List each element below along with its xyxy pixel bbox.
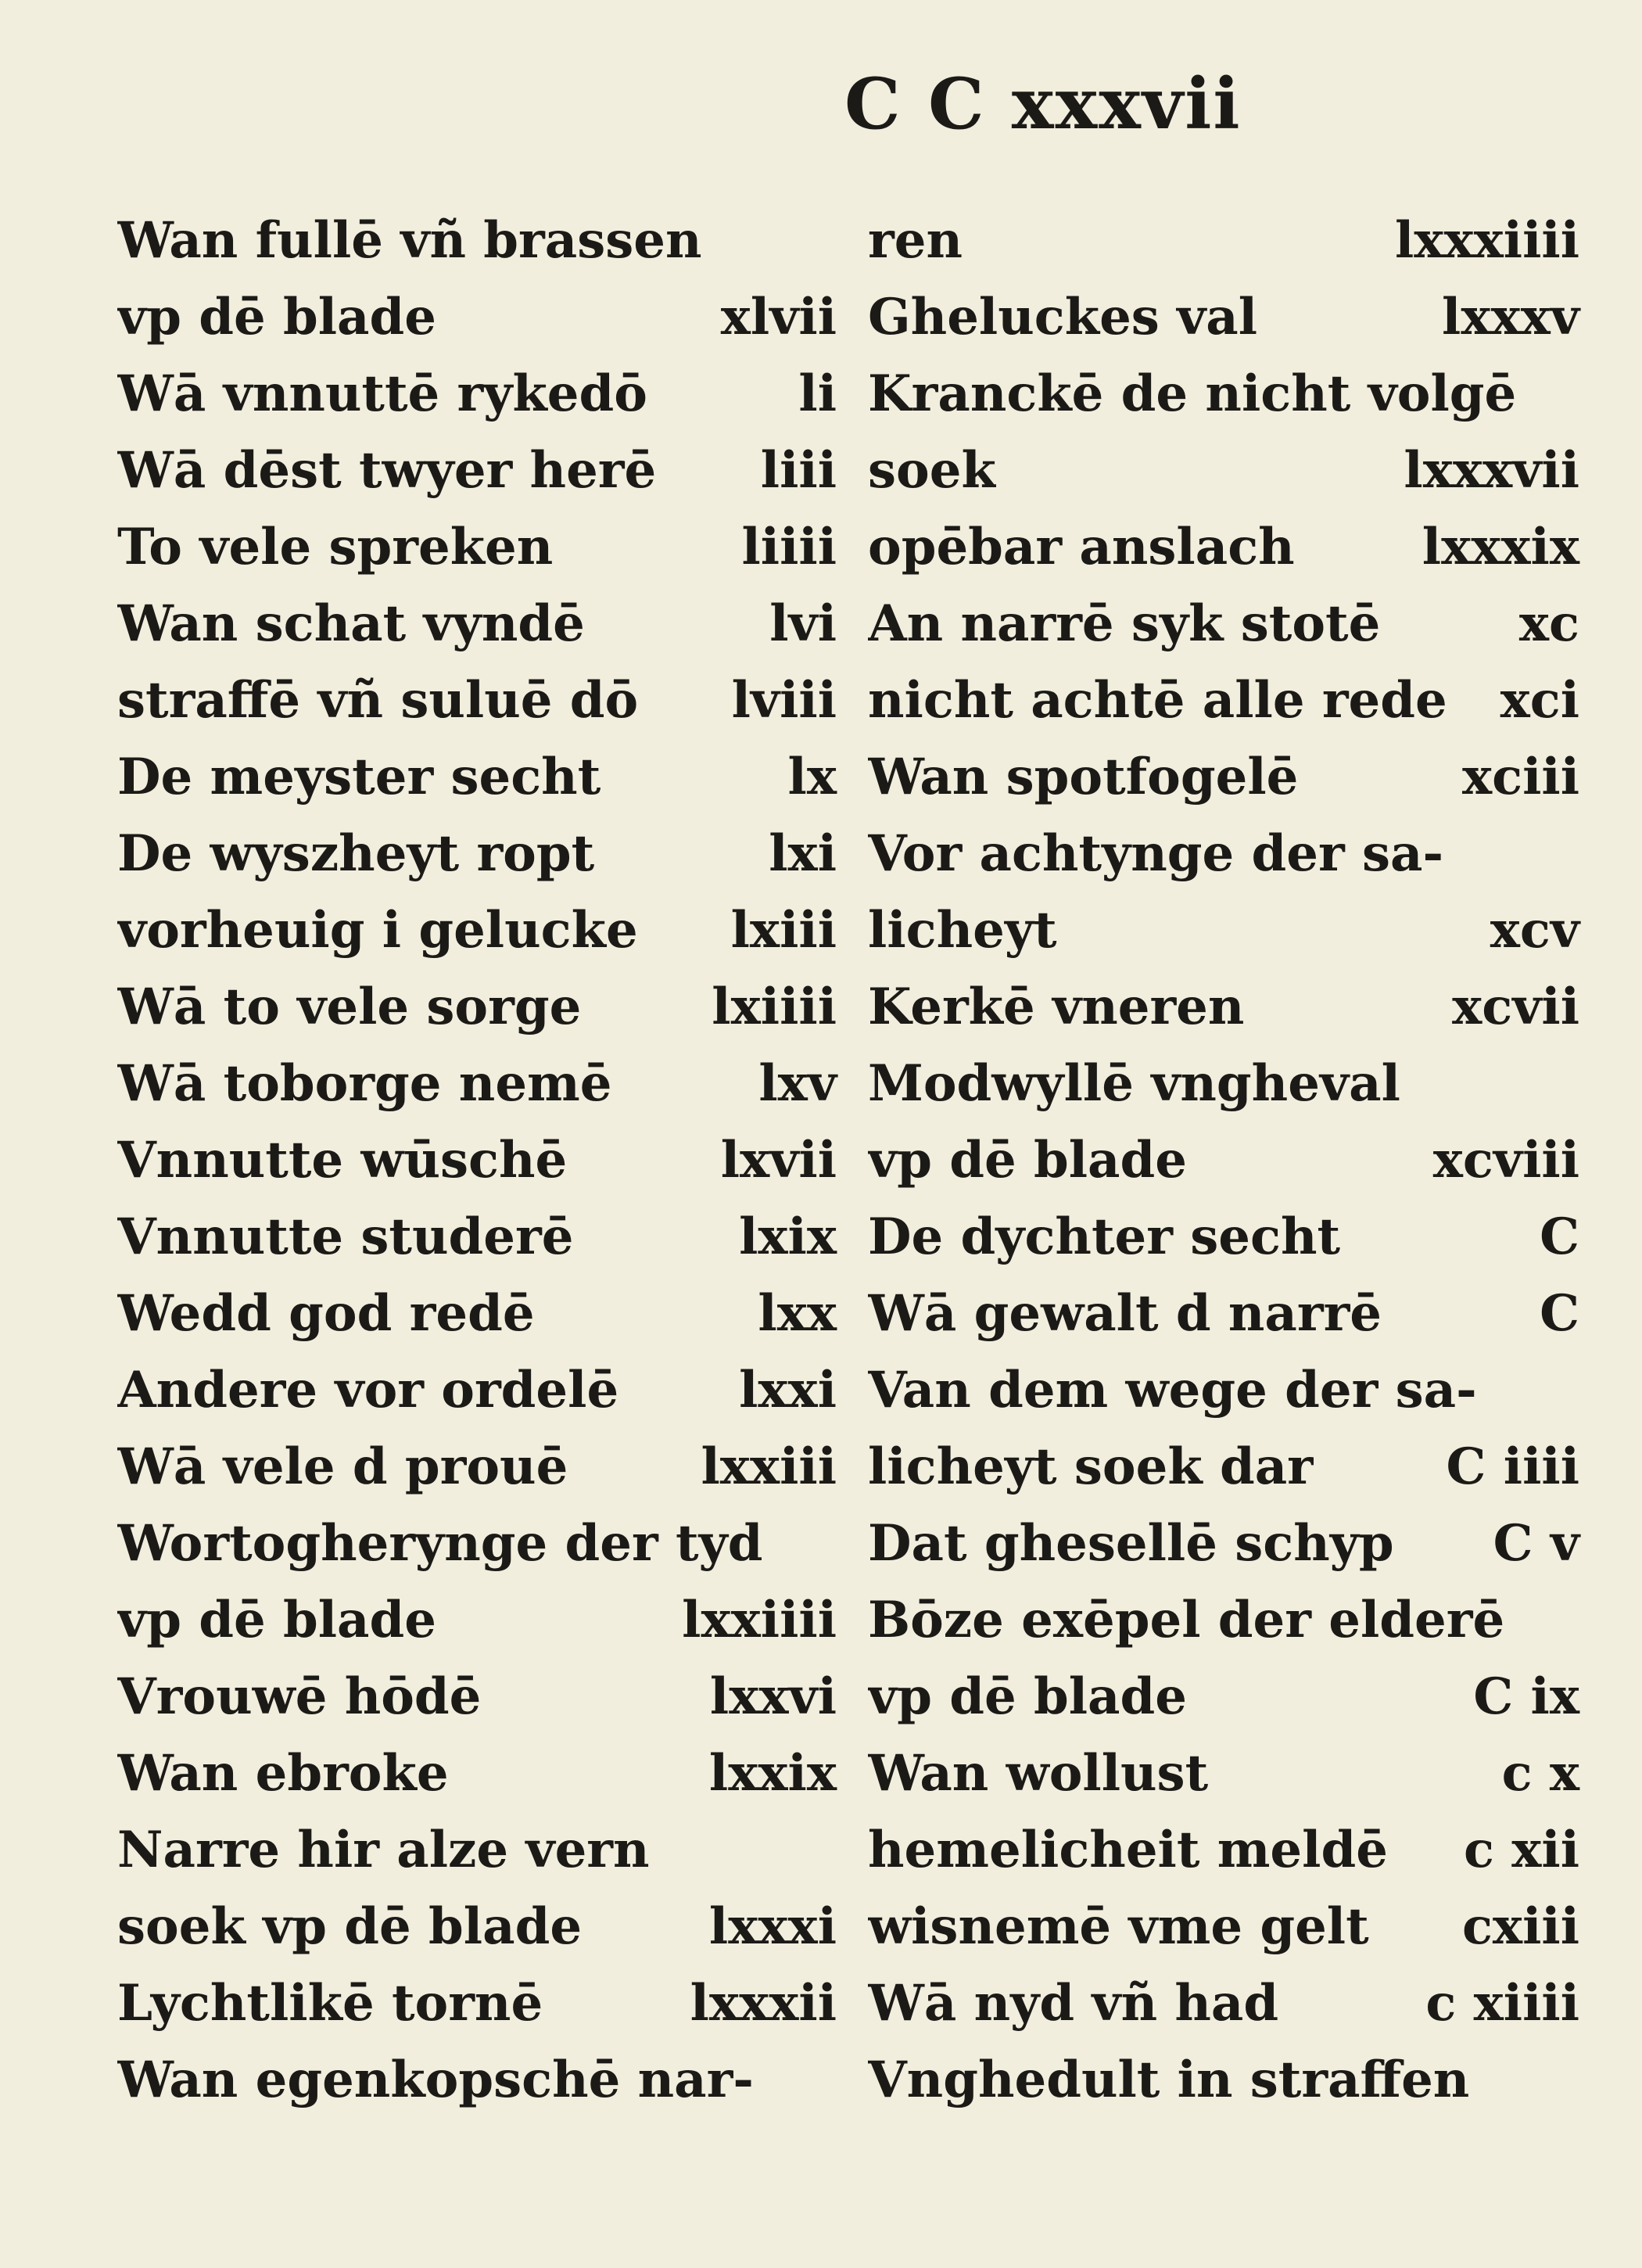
index-entry [117,441,837,518]
left-index-column [117,211,837,2127]
index-entry [868,1284,1579,1361]
entry-folio-number: xcv [1490,901,1579,960]
entry-folio-number: lxxxi [708,1897,837,1956]
entry-text: vp dē blade [117,1591,436,1649]
index-entry [868,594,1579,671]
entry-text: Wā vnnuttē rykedō [117,364,647,423]
entry-folio-number: c x [1501,1744,1579,1803]
entry-text: Wan wollust [868,1744,1209,1803]
entry-folio-number: lxxiii [701,1437,837,1496]
entry-text: De dychter secht [868,1208,1341,1266]
entry-folio-number: lxiii [730,901,837,960]
index-entry [117,1897,837,1974]
entry-folio-number: xc [1518,594,1579,653]
entry-folio-number: xci [1500,671,1579,730]
entry-text: Vnnutte wūschē [117,1131,568,1190]
entry-folio-number: liii [760,441,837,500]
index-entry [117,364,837,441]
index-entry [868,748,1579,824]
entry-text: Andere vor ordelē [117,1361,619,1419]
index-entry [868,1131,1579,1208]
entry-text: Van dem wege der sa- [868,1361,1477,1419]
entry-text: Vor achtynge der sa- [868,824,1443,883]
entry-folio-number: xcvii [1452,978,1579,1036]
entry-folio-number: lvi [769,594,837,653]
entry-folio-number: xlvii [720,288,837,346]
entry-text: Wā gewalt d narrē [868,1284,1382,1343]
entry-text: Dat ghesellē schyp [868,1514,1394,1573]
entry-text: Wan fullē vñ brassen [117,211,702,270]
right-index-column [868,211,1579,2127]
index-entry [117,824,837,901]
entry-folio-number: C v [1493,1514,1579,1573]
index-entry [117,978,837,1054]
entry-text: Lychtlikē tornē [117,1974,543,2033]
entry-text: ren [868,211,963,270]
entry-text: nicht achtē alle rede [868,671,1447,730]
entry-folio-number: liiii [741,518,837,576]
entry-text: Wā dēst twyer herē [117,441,657,500]
entry-folio-number: lxxxvii [1404,441,1579,500]
entry-text: vp dē blade [868,1131,1187,1190]
entry-folio-number: lxxxiiii [1394,211,1579,270]
entry-folio-number: lxx [758,1284,837,1343]
entry-text: Vrouwē hōdē [117,1667,482,1726]
index-entry [117,1821,837,1897]
index-entry [868,824,1579,901]
index-entry [117,2051,837,2127]
entry-folio-number: C [1540,1208,1579,1266]
entry-text: soek [868,441,996,500]
entry-folio-number: C iiii [1446,1437,1579,1496]
index-entry [868,364,1579,441]
index-entry [117,594,837,671]
index-entry [117,748,837,824]
entry-folio-number: xciii [1461,748,1579,806]
entry-folio-number: cxiii [1461,1897,1579,1956]
entry-folio-number: lxxvi [709,1667,837,1726]
entry-folio-number: c xiiii [1425,1974,1579,2033]
entry-text: Vnghedult in straffen [868,2051,1470,2109]
entry-text: An narrē syk stotē [868,594,1381,653]
index-entry [868,518,1579,594]
index-entry [117,901,837,978]
index-entry [868,2051,1579,2127]
entry-text: Wan ebroke [117,1744,449,1803]
index-entry [117,1054,837,1131]
entry-folio-number: lxxiiii [682,1591,837,1649]
entry-folio-number: lx [787,748,837,806]
index-entry [868,1437,1579,1514]
index-entry [868,1591,1579,1667]
entry-text: licheyt [868,901,1057,960]
index-entry [868,978,1579,1054]
entry-text: wisnemē vme gelt [868,1897,1369,1956]
index-entry [117,1131,837,1208]
index-entry [117,1361,837,1437]
entry-text: opēbar anslach [868,518,1295,576]
index-entry [868,1667,1579,1744]
entry-text: vorheuig i gelucke [117,901,638,960]
index-entry [117,1208,837,1284]
entry-text: Wan spotfogelē [868,748,1299,806]
entry-text: vp dē blade [868,1667,1187,1726]
entry-text: Bōze exēpel der elderē [868,1591,1505,1649]
entry-text: Wā nyd vñ had [868,1974,1279,2033]
index-entry [117,1437,837,1514]
entry-folio-number: C ix [1473,1667,1579,1726]
entry-folio-number: lxxxii [690,1974,837,2033]
index-entry [117,1514,837,1591]
entry-folio-number: li [798,364,837,423]
index-entry [868,1897,1579,1974]
entry-text: Kranckē de nicht volgē [868,364,1517,423]
index-entry [117,671,837,748]
entry-folio-number: lxi [769,824,837,883]
index-entry [117,1744,837,1821]
entry-text: Modwyllē vngheval [868,1054,1400,1113]
entry-text: Ghelu‌ckes val [868,288,1258,346]
folio-header: C C xxxvii [844,63,1242,145]
entry-folio-number: xcviii [1432,1131,1579,1190]
index-entry [868,1514,1579,1591]
entry-folio-number: lxxxv [1442,288,1579,346]
index-entry [868,901,1579,978]
index-entry [117,211,837,288]
index-entry [868,441,1579,518]
index-entry [868,1744,1579,1821]
entry-folio-number: lviii [731,671,837,730]
entry-text: licheyt soek dar [868,1437,1314,1496]
entry-text: Wā to vele sorge [117,978,582,1036]
entry-text: soek vp dē blade [117,1897,583,1956]
entry-text: De meyster secht [117,748,601,806]
entry-folio-number: C [1540,1284,1579,1343]
entry-text: Wā vele d prouē [117,1437,568,1496]
entry-folio-number: lxvii [720,1131,837,1190]
index-entry [868,1054,1579,1131]
entry-folio-number: lxiiii [712,978,837,1036]
entry-folio-number: lxv [758,1054,837,1113]
index-entry [868,1208,1579,1284]
entry-text: Wan egenkopschē nar- [117,2051,754,2109]
index-entry [868,1821,1579,1897]
entry-text: Kerkē vneren [868,978,1245,1036]
entry-folio-number: lxix [739,1208,837,1266]
index-entry [117,288,837,364]
entry-folio-number: lxxxix [1422,518,1579,576]
entry-text: Wedd god redē [117,1284,535,1343]
index-entry [117,1591,837,1667]
index-entry [117,1974,837,2051]
entry-text: Vnnutte studerē [117,1208,574,1266]
index-entry [868,288,1579,364]
entry-text: Wā toborge nemē [117,1054,612,1113]
index-entry [868,1974,1579,2051]
entry-text: Wortogherynge der tyd [117,1514,763,1573]
index-entry [117,1284,837,1361]
entry-text: vp dē blade [117,288,436,346]
entry-text: Wan schat vyndē [117,594,585,653]
entry-text: De wyszheyt ropt [117,824,595,883]
entry-text: To vele spreken [117,518,554,576]
entry-folio-number: lxxi [739,1361,837,1419]
index-entry [117,518,837,594]
entry-folio-number: c xii [1463,1821,1579,1879]
entry-text: Narre hir alze vern [117,1821,650,1879]
entry-text: hemelicheit meldē [868,1821,1388,1879]
index-entry [117,1667,837,1744]
index-entry [868,211,1579,288]
entry-folio-number: lxxix [708,1744,837,1803]
index-entry [868,671,1579,748]
entry-text: straffē vñ suluē dō [117,671,639,730]
index-entry [868,1361,1579,1437]
